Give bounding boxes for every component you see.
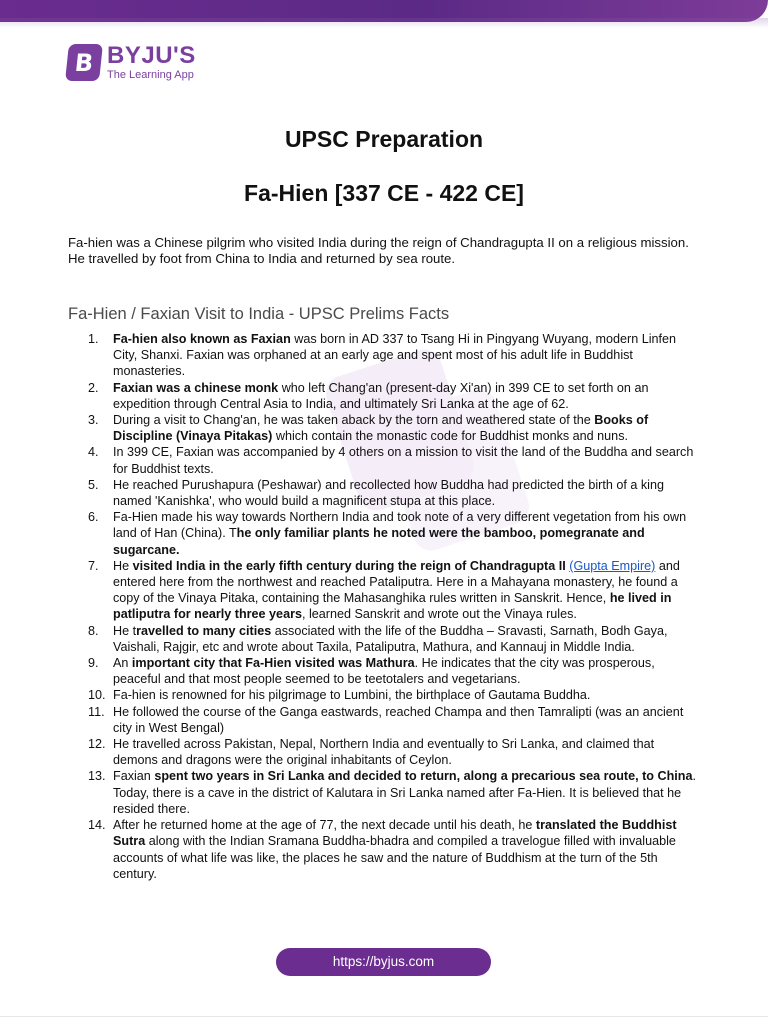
fact-text: During a visit to Chang'an, he was taken aback by the torn and weathered state of the (113, 413, 595, 428)
fact-bold-text: ravelled to many cities (136, 623, 272, 638)
fact-item (68, 380, 696, 412)
fact-text: associated with the life of the Buddha – Sravasti, Sarnath, Bodh Gaya, Vaishali, Rajgir, etc and wrote about Taxila, Pataliputra, Mathura, and Kannauj in Middle India. (113, 623, 668, 654)
fact-text: , learned Sanskrit and wrote out the Vinaya rules. (301, 607, 577, 622)
brand-tagline: The Learning App (107, 69, 194, 81)
fact-text: After he returned home at the age of 77, the next decade until his death, he (113, 818, 536, 833)
intro-paragraph: Fa-hien was a Chinese pilgrim who visited India during the reign of Chandragupta II on a religious mission. He travelled by foot from China to India and returned by sea route. (68, 235, 689, 267)
fact-number: 10. (88, 688, 106, 703)
fact-number: 3. (88, 413, 99, 428)
brand-name: BYJU'S (107, 42, 196, 69)
fact-bold-text: Books of Discipline (Vinaya Pitakas) (113, 413, 649, 444)
fact-number: 12. (88, 737, 106, 752)
fact-text: which contain the monastic code for Buddhist monks and nuns. (272, 429, 628, 444)
fact-item (68, 655, 696, 687)
fact-number: 4. (88, 445, 99, 460)
byjus-logo (67, 44, 196, 81)
fact-number: 6. (88, 510, 99, 525)
fact-text: Fa-Hien made his way towards Northern India and took note of a very different vegetation from his own land of Han (China). T (113, 510, 687, 541)
fact-item (68, 768, 696, 817)
fact-bold-text: Faxian was a chinese monk (113, 380, 279, 395)
fact-text: was born in AD 337 to Tsang Hi in Pingyang Wuyang, modern Linfen City, Shanxi. Faxian was orphaned at an early age and spent most of his adult life in Buddhist monasteries. (113, 332, 677, 379)
fact-text: along with the Indian Sramana Buddha-bhadra and compiled a travelogue filled with invaluable accounts of what life was like, the places he saw and the nature of Buddhism at the turn of the 5th century. (113, 834, 676, 881)
fact-item (68, 623, 696, 655)
facts-list (68, 331, 696, 882)
fact-item (68, 558, 696, 623)
page-subtitle: Fa-Hien [337 CE - 422 CE] (244, 180, 524, 206)
fact-text: He (113, 558, 133, 573)
fact-text: and entered here from the northwest and reached Pataliputra. Here in a Mahayana monastery, he found a copy of the Vinaya Pitaka, containing the Mahasanghika rules written in Sanskrit. Hence, (113, 558, 680, 606)
top-banner-shadow (0, 18, 768, 28)
fact-text: An (113, 656, 132, 671)
fact-item (68, 477, 696, 509)
bottom-divider (0, 1016, 768, 1017)
fact-text: Fa-hien is renowned for his pilgrimage to Lumbini, the birthplace of Gautama Buddha. (113, 688, 591, 703)
fact-item (68, 331, 696, 380)
fact-text: who left Chang'an (present-day Xi'an) in 399 CE to set forth on an expedition through Central Asia to India, and ultimately Sri Lanka at the age of 62. (113, 380, 649, 411)
fact-text: He t (113, 623, 137, 638)
logo-text (107, 44, 196, 81)
fact-bold-text: he only familiar plants he noted were the bamboo, pomegranate and sugarcane. (113, 526, 645, 557)
fact-number: 7. (88, 558, 99, 573)
footer-url-link[interactable]: https://byjus.com (276, 948, 491, 976)
page-title: UPSC Preparation (284, 126, 484, 152)
fact-number: 8. (88, 623, 99, 638)
fact-number: 14. (88, 818, 106, 833)
fact-bold-text: he lived in patliputra for nearly three years (113, 591, 672, 622)
fact-number: 11. (88, 704, 105, 719)
fact-item (68, 687, 696, 703)
fact-text: In 399 CE, Faxian was accompanied by 4 others on a mission to visit the land of the Buddha and search for Buddhist texts. (113, 445, 694, 476)
fact-item (68, 444, 696, 476)
fact-item (68, 509, 696, 558)
fact-number: 5. (88, 477, 99, 492)
fact-number: 13. (88, 769, 106, 784)
logo-icon: B (65, 44, 103, 81)
fact-bold-text: important city that Fa-Hien visited was Mathura (131, 656, 415, 671)
fact-text: He reached Purushapura (Peshawar) and recollected how Buddha had predicted the birth of a king named 'Kanishka', who would build a magnificent stupa at this place. (113, 477, 664, 509)
fact-bold-text: visited India in the early fifth century during the reign of Chandragupta II (132, 558, 566, 573)
fact-bold-text: Fa-hien also known as Faxian (113, 332, 291, 346)
fact-item (68, 704, 696, 736)
section-heading: Fa-Hien / Faxian Visit to India - UPSC Prelims Facts (68, 305, 450, 323)
fact-number: 9. (88, 656, 99, 671)
gupta-empire-link[interactable]: (Gupta Empire) (569, 558, 656, 573)
fact-text: . He indicates that the city was prosperous, peaceful and that most people seemed to be teetotalers and vegetarians. (113, 656, 655, 687)
fact-number: 1. (88, 332, 99, 346)
fact-item (68, 736, 696, 768)
fact-text: He travelled across Pakistan, Nepal, Northern India and eventually to Sri Lanka, and claimed that demons and dragons were the original inhabitants of Ceylon. (113, 737, 655, 768)
fact-bold-text: spent two years in Sri Lanka and decided to return, along a precarious sea route, to China (154, 769, 693, 784)
fact-bold-text: translated the Buddhist Sutra (113, 818, 677, 849)
fact-text: He followed the course of the Ganga eastwards, reached Champa and then Tamralipti (was an ancient city in West Bengal) (113, 704, 684, 735)
fact-item (68, 817, 696, 882)
fact-number: 2. (88, 380, 99, 395)
fact-item (68, 412, 696, 444)
fact-text: Faxian (113, 769, 155, 784)
fact-text: . Today, there is a cave in the district of Kalutara in Sri Lanka named after Fa-Hien. It is believed that he resided there. (113, 769, 696, 816)
